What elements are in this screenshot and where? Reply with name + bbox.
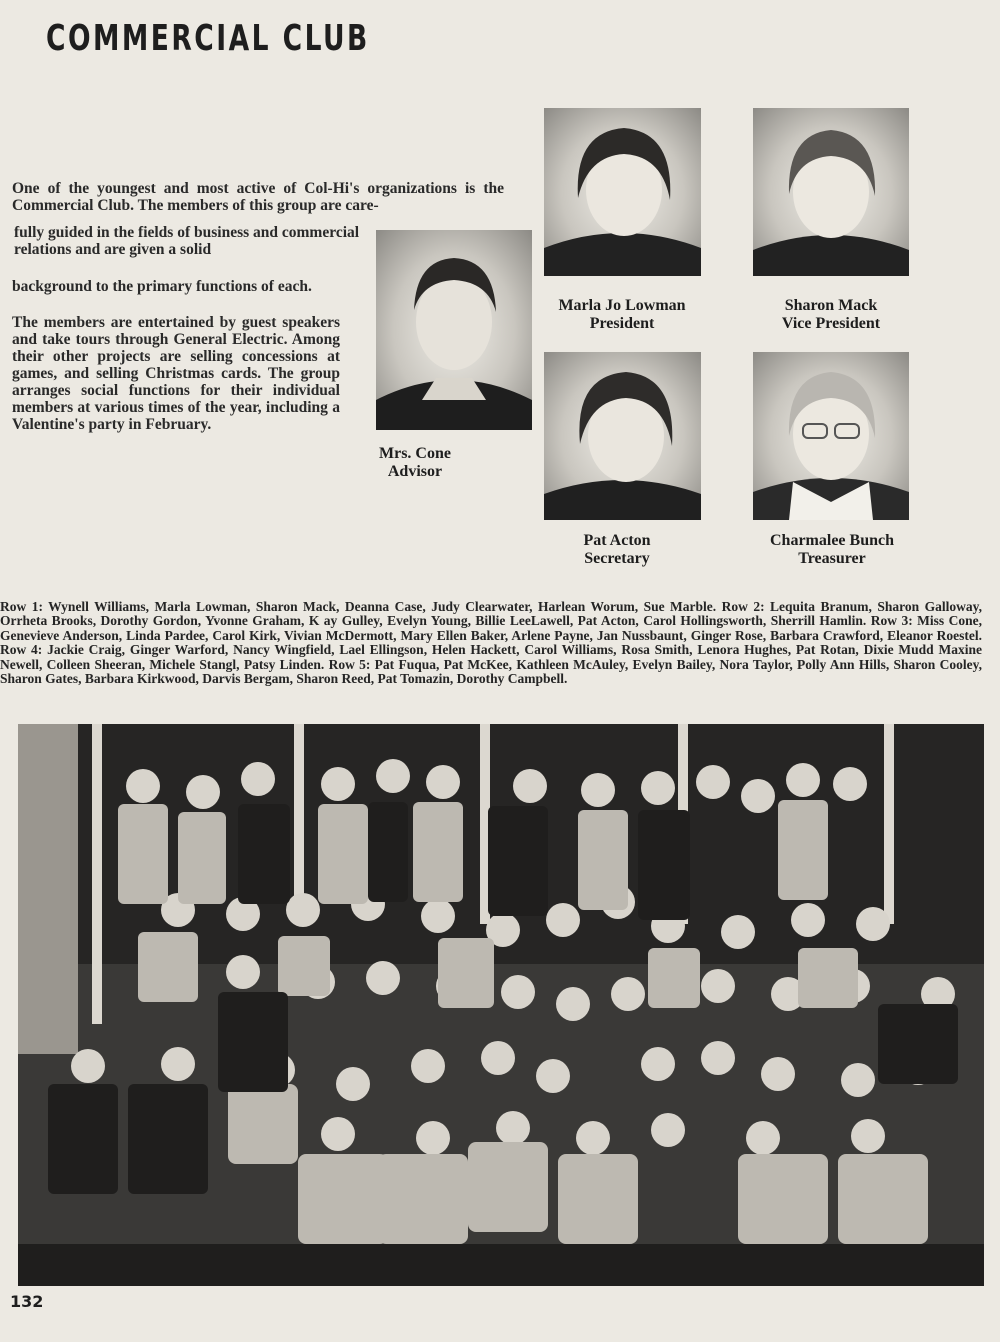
advisor-portrait [376,230,532,430]
advisor-role: Advisor [387,463,443,480]
president-portrait [544,108,701,276]
page-number: 132 [10,1292,44,1311]
group-photo [18,724,984,1286]
vice-president-name: Sharon Mack [784,297,878,314]
advisor-name: Mrs. Cone [379,445,451,462]
treasurer-caption [746,532,918,568]
president-role: President [589,315,655,332]
secretary-portrait [544,352,701,520]
intro-paragraph-2: fully guided in the fields of business and commercial relations and are given a solid [14,224,360,258]
president-caption [540,297,704,333]
treasurer-name: Charmalee Bunch [770,532,894,549]
secretary-name: Pat Acton [583,532,651,549]
advisor-caption [360,445,470,481]
vice-president-caption [748,297,914,333]
treasurer-role: Treasurer [798,550,866,567]
secretary-caption [552,532,682,568]
secretary-role: Secretary [584,550,650,567]
page-title: COMMERCIAL CLUB [46,18,370,59]
vice-president-role: Vice President [781,315,881,332]
treasurer-portrait [753,352,909,520]
intro-paragraph-1: One of the youngest and most active of Col-Hi's organizations is the Commercial Club. The members of this group are care- [12,180,504,214]
intro-paragraph-4: The members are entertained by guest speakers and take tours through General Electric. Among their other projects are selling concessions at games, and selling Christmas cards. The group arranges social functions for their individual members at various times of the year, including a Valentine's party in February. [12,314,340,433]
vice-president-portrait [753,108,909,276]
president-name: Marla Jo Lowman [558,297,686,314]
member-roster: Row 1: Wynell Williams, Marla Lowman, Sharon Mack, Deanna Case, Judy Clearwater, Harlean Worum, Sue Marble. Row 2: Lequita Branum, Sharon Galloway, Orrheta Brooks, Dorothy Gordon, Yvonne Graham, K ay Gulley, Evelyn Young, Billie LeeLawell, Pat Acton, Carol Hollingsworth, Sherrill Hamlin. Row 3: Miss Cone, Genevieve Anderson, Linda Pardee, Carol Kirk, Vivian McDermott, Mary Ellen Baker, Arlene Payne, Jan Nussbaunt, Ginger Rose, Barbara Crawford, Eleanor Roestel. Row 4: Jackie Craig, Ginger Warford, Nancy Wingfield, Lael Ellingson, Helen Hackett, Carol Williams, Rosa Smith, Lenora Hughes, Pat Rotan, Dixie Mudd Maxine Newell, Colleen Sheeran, Michele Stangl, Patsy Linden. Row 5: Pat Fuqua, Pat McKee, Kathleen McAuley, Evelyn Bailey, Nora Taylor, Polly Ann Hills, Sharon Cooley, Sharon Gates, Barbara Kirkwood, Darvis Bergam, Sharon Reed, Pat Tomazin, Dorothy Campbell. [0,599,982,687]
intro-paragraph-3: background to the primary functions of each. [12,278,312,295]
